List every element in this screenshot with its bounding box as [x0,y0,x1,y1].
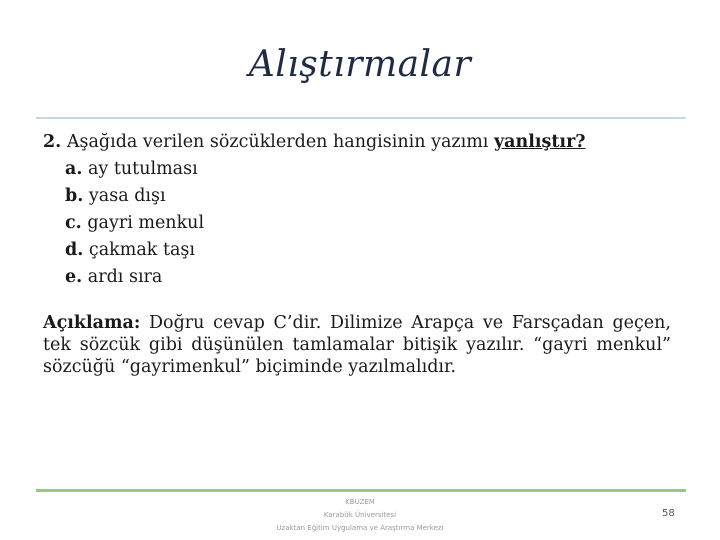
footer-line-3: Uzaktan Eğitim Uygulama ve Araştırma Merkezi [276,524,444,532]
option-text: yasa dışı [83,186,166,206]
question-text: Aşağıda verilen sözcüklerden hangisinin yazımı [61,132,494,152]
footer-line-1: KBUZEM [345,498,375,506]
option-c [65,210,683,237]
option-e [65,264,683,291]
option-a [65,156,683,183]
option-text: gayri menkul [81,213,205,233]
option-d [65,237,683,264]
explanation-label: Açıklama: [43,313,141,333]
option-b [65,183,683,210]
option-text: ardı sıra [82,267,163,287]
option-letter: d. [65,240,84,260]
option-letter: c. [65,213,82,233]
option-letter: e. [65,267,83,287]
explanation-text: Doğru cevap C’dir. Dilimize Arapça ve Farsçadan geçen, tek sözcük gibi düşünülen tamlamalar bitişik yazılır. “gayri menkul” sözcüğü “gayrimenkul” biçiminde yazılmalıdır. [43,313,671,377]
option-text: ay tutulması [82,159,198,179]
footer-divider [36,489,686,492]
question-number: 2. [43,132,62,152]
footer-line-2: Karabük Üniversitesi [323,511,397,519]
option-letter: a. [65,159,83,179]
explanation-paragraph [43,312,671,378]
slide-title: Alıştırmalar [248,44,472,85]
answer-options [43,156,683,291]
question-block [43,129,683,291]
option-text: çakmak taşı [83,240,195,260]
option-letter: b. [65,186,84,206]
question-stem [43,129,683,156]
question-emphasis: yanlıştır? [493,132,586,152]
title-divider [36,117,686,119]
page-number: 58 [662,508,675,519]
footer-credits [0,496,720,535]
